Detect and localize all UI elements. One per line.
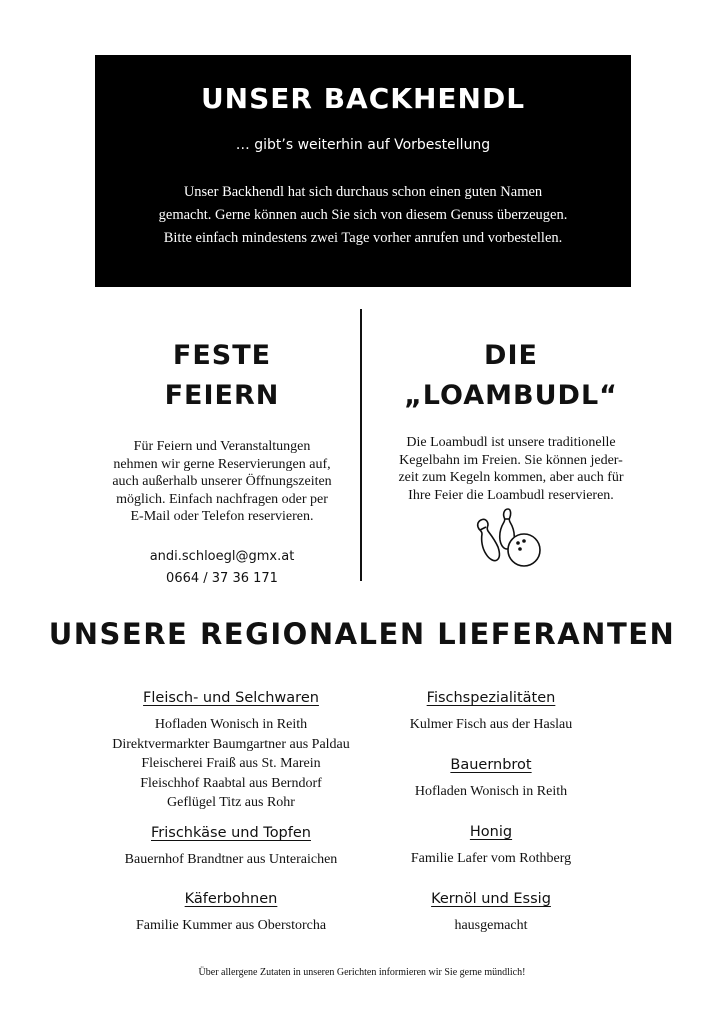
- supplier-item: Bauernhof Brandtner aus Unteraichen: [124, 852, 338, 867]
- category-items: [378, 715, 604, 735]
- allergen-footnote: Über allergene Zutaten in unseren Gerichten informieren wir Sie gerne mündlich!: [198, 967, 526, 978]
- description-line: Unser Backhendl hat sich durchaus schon einen guten Namen: [183, 184, 543, 200]
- backhendl-subtitle: … gibt’s weiterhin auf Vorbestellung: [235, 137, 491, 153]
- supplier-item: Direktvermarkter Baumgartner aus Paldau: [112, 736, 350, 752]
- category-name: Käferbohnen: [184, 891, 278, 907]
- backhendl-box: [95, 55, 631, 287]
- contact-block: [90, 546, 354, 590]
- category-items: [90, 715, 372, 813]
- title-line: FESTE: [172, 340, 272, 371]
- category-items: [378, 782, 604, 802]
- text-line: Ihre Feier die Loambudl reservieren.: [408, 487, 614, 503]
- supplier-item: Geflügel Titz aus Rohr: [167, 795, 295, 810]
- email-address[interactable]: andi.schloegl@gmx.at: [149, 548, 295, 564]
- supplier-item: Familie Kummer aus Oberstorcha: [135, 918, 327, 933]
- text-line: E-Mail oder Telefon reservieren.: [130, 509, 314, 524]
- text-line: nehmen wir gerne Reservierungen auf,: [113, 456, 331, 472]
- category-name: Fleisch- und Selchwaren: [143, 690, 319, 706]
- category-name: Honig: [469, 824, 513, 840]
- suppliers-title: UNSERE REGIONALEN LIEFERANTEN: [48, 617, 676, 651]
- supplier-item: hausgemacht: [454, 918, 528, 933]
- supplier-category: [378, 690, 604, 735]
- description-line: Bitte einfach mindestens zwei Tage vorher anrufen und vorbestellen.: [163, 230, 563, 246]
- supplier-item: Fleischerei Fraiß aus St. Marein: [141, 756, 321, 771]
- feste-feiern-title: [90, 336, 354, 416]
- category-items: [90, 916, 372, 936]
- backhendl-description: [135, 181, 591, 250]
- category-name: Frischkäse und Topfen: [151, 825, 311, 841]
- supplier-category: [378, 824, 604, 869]
- text-line: möglich. Einfach nachfragen oder per: [116, 491, 328, 507]
- bowling-icon: [471, 506, 543, 576]
- supplier-category: [90, 825, 372, 870]
- category-items: [90, 850, 372, 870]
- supplier-item: Kulmer Fisch aus der Haslau: [409, 717, 573, 732]
- category-items: [378, 916, 604, 936]
- supplier-category: [378, 891, 604, 936]
- supplier-item: Familie Lafer vom Rothberg: [410, 851, 572, 866]
- supplier-category: [378, 757, 604, 802]
- title-line: FEIERN: [164, 380, 280, 411]
- text-line: Die Loambudl ist unsere traditionelle: [406, 435, 616, 450]
- title-line: DIE: [484, 340, 538, 371]
- category-items: [378, 849, 604, 869]
- supplier-item: Fleischhof Raabtal aus Berndorf: [140, 775, 322, 791]
- loambudl-section: [380, 336, 642, 504]
- supplier-item: Hofladen Wonisch in Reith: [414, 784, 568, 799]
- category-name: Bauernbrot: [450, 757, 532, 773]
- feste-feiern-section: [90, 336, 354, 590]
- description-line: gemacht. Gerne können auch Sie sich von diesem Genuss überzeugen.: [158, 207, 568, 223]
- supplier-category: [90, 690, 372, 813]
- category-name: Kernöl und Essig: [431, 891, 551, 907]
- text-line: Für Feiern und Veranstaltungen: [133, 439, 311, 454]
- title-line: „LOAMBUDL“: [404, 380, 618, 411]
- loambudl-text: [380, 434, 642, 504]
- feste-feiern-text: [90, 438, 354, 526]
- text-line: auch außerhalb unserer Öffnungszeiten: [112, 474, 332, 489]
- loambudl-title: [380, 336, 642, 416]
- supplier-category: [90, 891, 372, 936]
- category-name: Fischspezialitäten: [426, 690, 556, 706]
- phone-number[interactable]: 0664 / 37 36 171: [166, 570, 278, 586]
- text-line: Kegelbahn im Freien. Sie können jeder-: [399, 452, 623, 468]
- backhendl-title: UNSER BACKHENDL: [200, 82, 526, 115]
- column-divider: [360, 309, 362, 581]
- text-line: zeit zum Kegeln kommen, aber auch für: [398, 470, 624, 485]
- supplier-item: Hofladen Wonisch in Reith: [154, 717, 308, 732]
